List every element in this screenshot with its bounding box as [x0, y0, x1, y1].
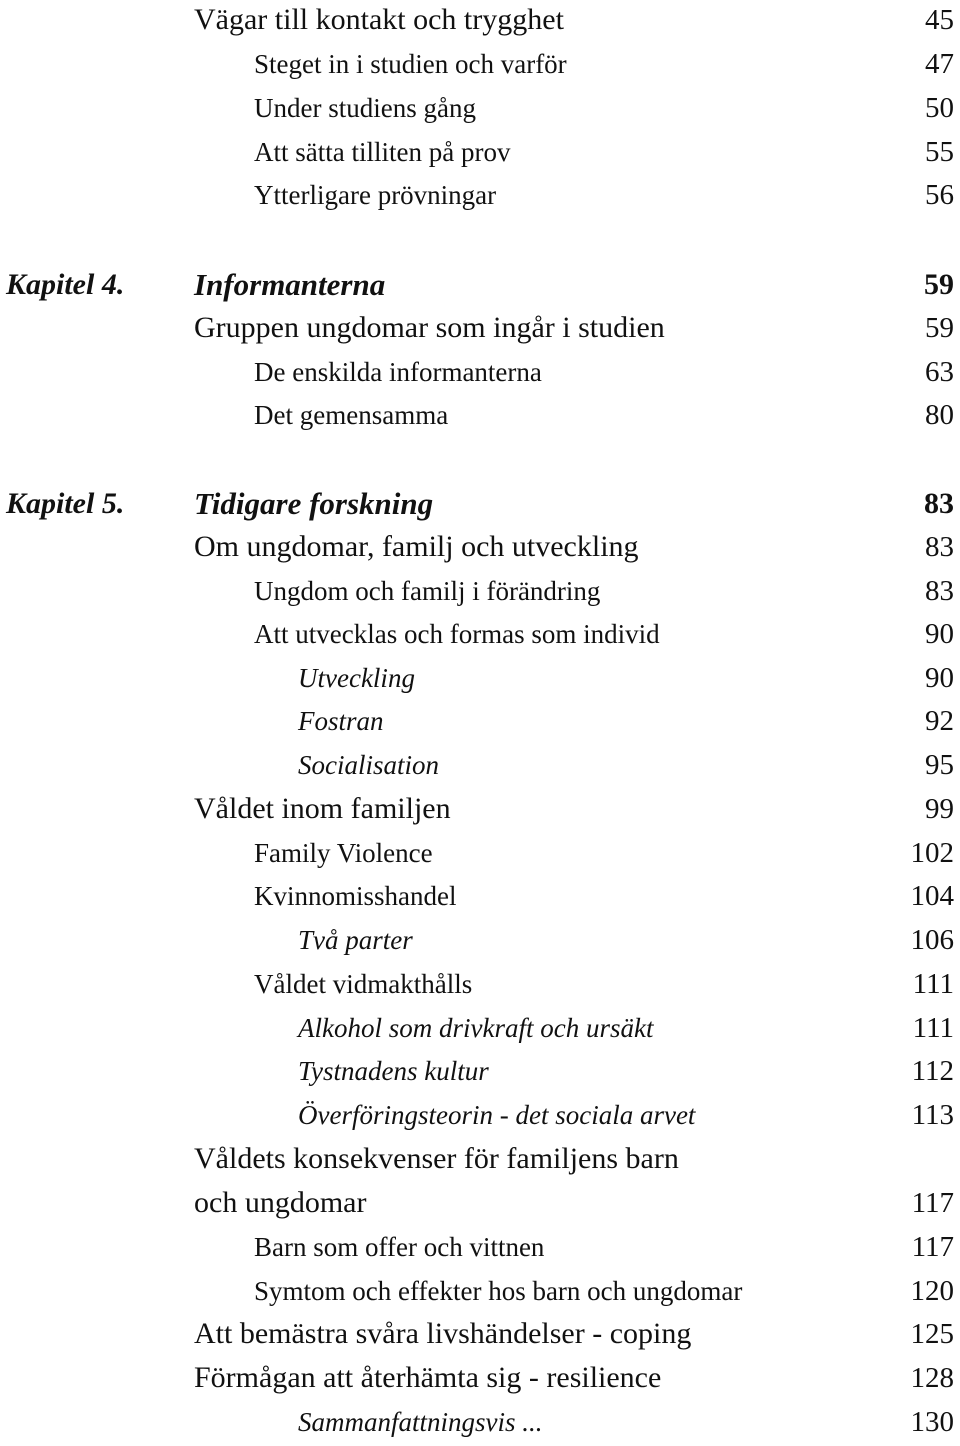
entry-title: Utveckling — [298, 663, 415, 693]
page-number: 83 — [925, 531, 954, 563]
toc-entry — [0, 1402, 960, 1446]
page-number: 59 — [924, 268, 954, 301]
toc-entry — [0, 527, 960, 571]
entry-title: Kvinnomisshandel — [254, 881, 457, 911]
toc-entry — [0, 1227, 960, 1271]
toc-entry — [0, 1271, 960, 1315]
page-number: 63 — [925, 356, 954, 388]
toc-entry — [0, 1183, 960, 1227]
page-number: 80 — [925, 399, 954, 431]
entry-title: Våldet vidmakthålls — [254, 969, 473, 999]
page-number: 50 — [925, 92, 954, 124]
entry-title: Barn som offer och vittnen — [254, 1232, 545, 1262]
page-number: 90 — [925, 662, 954, 694]
page-number: 59 — [925, 312, 954, 344]
page-number: 45 — [925, 4, 954, 36]
toc-entry — [0, 1358, 960, 1402]
page-number: 83 — [925, 575, 954, 607]
entry-title: Om ungdomar, familj och utveckling — [194, 530, 639, 563]
page-number: 117 — [911, 1231, 954, 1263]
page-number: 102 — [910, 837, 954, 869]
entry-title: Två parter — [298, 925, 413, 955]
toc-entry — [0, 0, 960, 44]
chapter-title: Tidigare forskning — [194, 486, 434, 521]
toc-entry — [0, 395, 960, 439]
toc-entry — [0, 876, 960, 920]
toc-entry — [0, 88, 960, 132]
toc-entry — [0, 658, 960, 702]
page-number: 111 — [912, 968, 954, 1000]
entry-title: Socialisation — [298, 750, 439, 780]
entry-title: Att utvecklas och formas som individ — [254, 619, 660, 649]
page-number: 128 — [910, 1362, 954, 1394]
entry-title: Våldets konsekvenser för familjens barn — [194, 1142, 679, 1175]
toc-entry — [0, 352, 960, 396]
entry-title: Fostran — [298, 706, 384, 736]
chapter-number: Kapitel 4. — [6, 268, 125, 301]
entry-title: Vägar till kontakt och trygghet — [194, 3, 564, 36]
page-number: 56 — [925, 179, 954, 211]
entry-title: Sammanfattningsvis ... — [298, 1407, 543, 1437]
entry-title: Gruppen ungdomar som ingår i studien — [194, 311, 665, 344]
toc-entry — [0, 44, 960, 88]
toc-chapter-row — [0, 265, 960, 309]
toc-entry — [0, 1314, 960, 1358]
page-number: 104 — [910, 880, 954, 912]
page-number: 92 — [925, 705, 954, 737]
chapter-number: Kapitel 5. — [6, 487, 125, 520]
page-number: 130 — [910, 1406, 954, 1438]
page-number: 113 — [911, 1099, 954, 1131]
toc-entry — [0, 571, 960, 615]
toc-entry — [0, 920, 960, 964]
toc-entry — [0, 614, 960, 658]
page-number: 83 — [924, 487, 954, 520]
entry-title: Att bemästra svåra livshändelser - coping — [194, 1317, 692, 1350]
chapter-title: Informanterna — [194, 267, 386, 302]
page-number: 120 — [910, 1275, 954, 1307]
page-number: 47 — [925, 48, 954, 80]
page-number: 55 — [925, 136, 954, 168]
page-number: 112 — [911, 1055, 954, 1087]
toc-entry — [0, 1008, 960, 1052]
entry-title: Ytterligare prövningar — [254, 180, 497, 210]
toc-entry — [0, 1095, 960, 1139]
entry-title: Symtom och effekter hos barn och ungdomar — [254, 1276, 743, 1306]
toc-entry — [0, 1139, 960, 1183]
entry-title: Att sätta tilliten på prov — [254, 137, 511, 167]
toc-entry — [0, 745, 960, 789]
toc-chapter-row — [0, 484, 960, 528]
page-number: 95 — [925, 749, 954, 781]
entry-title: Steget in i studien och varför — [254, 49, 567, 79]
page-number: 99 — [925, 793, 954, 825]
toc-entry — [0, 833, 960, 877]
page-number: 117 — [911, 1187, 954, 1219]
entry-title: Överföringsteorin - det sociala arvet — [298, 1100, 696, 1130]
toc-entry — [0, 789, 960, 833]
entry-title: Det gemensamma — [254, 400, 449, 430]
toc-entry — [0, 308, 960, 352]
page-number: 90 — [925, 618, 954, 650]
toc-entry — [0, 132, 960, 176]
entry-title: De enskilda informanterna — [254, 357, 542, 387]
entry-title: Förmågan att återhämta sig - resilience — [194, 1361, 662, 1394]
toc-entry — [0, 964, 960, 1008]
entry-title: Alkohol som drivkraft och ursäkt — [298, 1013, 654, 1043]
entry-title: och ungdomar — [194, 1186, 367, 1219]
page-number: 106 — [910, 924, 954, 956]
entry-title: Ungdom och familj i förändring — [254, 576, 601, 606]
page-number: 111 — [912, 1012, 954, 1044]
toc-entry — [0, 1051, 960, 1095]
toc-entry — [0, 175, 960, 219]
toc-entry — [0, 701, 960, 745]
entry-title: Tystnadens kultur — [298, 1056, 489, 1086]
entry-title: Våldet inom familjen — [194, 792, 451, 825]
entry-title: Family Violence — [254, 838, 433, 868]
entry-title: Under studiens gång — [254, 93, 476, 123]
page-number: 125 — [910, 1318, 954, 1350]
